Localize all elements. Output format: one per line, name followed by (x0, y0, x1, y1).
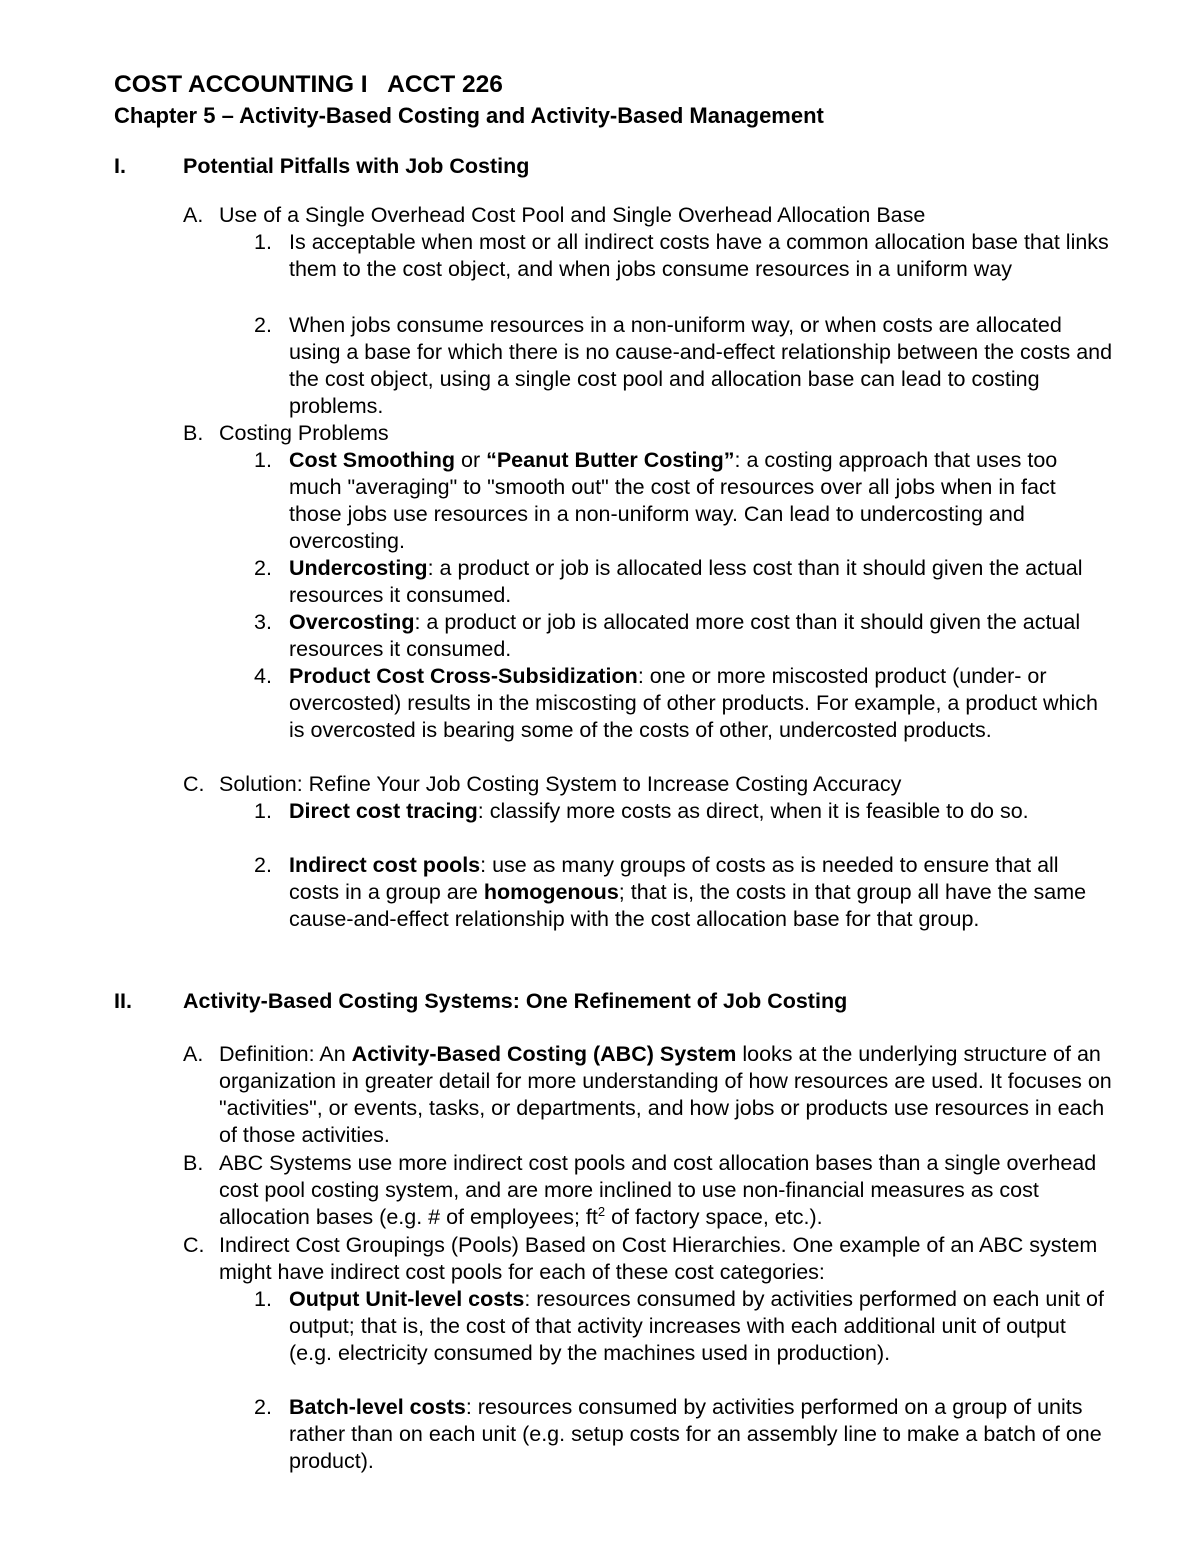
section-2-number: II. (114, 989, 132, 1013)
outline-marker: B. (183, 1151, 204, 1175)
outline-item-1c2 (254, 852, 1114, 933)
section-1-number: I. (114, 154, 126, 178)
outline-text (289, 609, 1114, 663)
outline-item-2c2 (254, 1394, 1114, 1475)
term-bold: homogenous (483, 880, 619, 904)
term-definition: : a costing approach that uses too much "averaging" to "smooth out" the cost of resources over all jobs when in fact those jobs use resources in a non-uniform way. Can lead to undercosting and overcosting. (289, 448, 1058, 553)
term-bold: Product Cost Cross-Subsidization (289, 664, 638, 688)
superscript: 2 (597, 1203, 606, 1219)
outline-marker: 4. (254, 664, 272, 688)
outline-item-2c1 (254, 1286, 1114, 1367)
definition-lead: Definition: An (219, 1042, 352, 1066)
term-definition: : one or more miscosted product (under- or overcosted) results in the miscosting of other products. For example, a product which is overcosted is bearing some of the costs of other, undercosted products. (289, 664, 1099, 742)
term-bold: Undercosting (289, 556, 428, 580)
outline-item-1b3 (254, 609, 1114, 663)
term-bold: Overcosting (289, 610, 415, 634)
outline-item-2b (183, 1150, 1113, 1231)
outline-text: When jobs consume resources in a non-uniform way, or when costs are allocated using a base for which there is no cause-and-effect relationship between the costs and the cost object, using a single cost pool and allocation base can lead to costing problems. (289, 313, 1113, 418)
outline-text: Solution: Refine Your Job Costing System to Increase Costing Accuracy (219, 772, 902, 796)
outline-item-1c1 (254, 798, 1114, 825)
term-definition: : classify more costs as direct, when it is feasible to do so. (477, 799, 1029, 823)
outline-item-1c (183, 771, 1113, 798)
course-title: COST ACCOUNTING I ACCT 226 (114, 71, 503, 98)
section-1-title: Potential Pitfalls with Job Costing (183, 154, 530, 178)
outline-item-1b4 (254, 663, 1114, 744)
outline-text (289, 555, 1114, 609)
term-definition-cont: ; that is, the costs in that group all have the same cause-and-effect relationship with the cost allocation base for that group. (289, 880, 1087, 931)
outline-text (289, 852, 1114, 933)
outline-marker: A. (183, 1042, 204, 1066)
outline-text (289, 798, 1114, 825)
outline-item-1a1 (254, 229, 1114, 283)
outline-marker: 2. (254, 313, 272, 337)
outline-text (289, 663, 1114, 744)
outline-text (289, 1394, 1114, 1475)
term-definition: : a product or job is allocated less cost than it should given the actual resources it consumed. (289, 556, 1083, 607)
chapter-title: Chapter 5 – Activity-Based Costing and Activity-Based Management (114, 103, 824, 128)
term-definition: : resources consumed by activities performed on each unit of output; that is, the cost of that activity increases with each additional unit of output (e.g. electricity consumed by the machines used in production). (289, 1287, 1104, 1365)
term-bold: Batch-level costs (289, 1395, 466, 1419)
outline-marker: 2. (254, 853, 272, 877)
outline-marker: B. (183, 421, 204, 445)
outline-marker: 1. (254, 230, 272, 254)
term-definition: : resources consumed by activities performed on a group of units rather than on each unit (e.g. setup costs for an assembly line to make a batch of one product). (289, 1395, 1102, 1473)
outline-marker: A. (183, 203, 204, 227)
outline-item-1a2 (254, 312, 1114, 420)
body-text-cont: of factory space, etc.). (605, 1205, 823, 1229)
outline-marker: C. (183, 772, 205, 796)
section-2-title: Activity-Based Costing Systems: One Refinement of Job Costing (183, 989, 848, 1013)
outline-item-2c (183, 1232, 1113, 1286)
term-bold: Activity-Based Costing (ABC) System (351, 1042, 737, 1066)
term-definition: looks at the underlying structure of an organization in greater detail for more understanding of how resources are used. It focuses on "activities", or events, tasks, or departments, and how jobs or products use resources in each of those activities. (219, 1042, 1112, 1147)
outline-marker: 3. (254, 610, 272, 634)
outline-text (289, 447, 1114, 555)
outline-item-2a (183, 1041, 1113, 1149)
term-bold: Direct cost tracing (289, 799, 478, 823)
outline-text (219, 1150, 1113, 1231)
term-bold: Output Unit-level costs (289, 1287, 525, 1311)
outline-item-1b2 (254, 555, 1114, 609)
outline-text: Is acceptable when most or all indirect costs have a common allocation base that links them to the cost object, and when jobs consume resources in a uniform way (289, 230, 1109, 281)
term-bold: “Peanut Butter Costing” (486, 448, 735, 472)
term-connector: or (455, 448, 487, 472)
outline-marker: 2. (254, 556, 272, 580)
body-text: ABC Systems use more indirect cost pools and cost allocation bases than a single overhead cost pool costing system, and are more inclined to use non-financial measures as cost allocation bases (e.g. # of employees; ft (219, 1151, 1097, 1229)
outline-marker: 1. (254, 448, 272, 472)
outline-text: Costing Problems (219, 421, 389, 445)
outline-item-1b1 (254, 447, 1114, 555)
outline-marker: 1. (254, 799, 272, 823)
outline-text: Use of a Single Overhead Cost Pool and Single Overhead Allocation Base (219, 203, 926, 227)
outline-text: Indirect Cost Groupings (Pools) Based on Cost Hierarchies. One example of an ABC system might have indirect cost pools for each of these cost categories: (219, 1233, 1098, 1284)
term-bold: Indirect cost pools (289, 853, 481, 877)
outline-marker: 1. (254, 1287, 272, 1311)
outline-item-1b (183, 420, 1113, 447)
term-definition: : use as many groups of costs as is needed to ensure that all costs in a group are (289, 853, 1059, 904)
outline-marker: 2. (254, 1395, 272, 1419)
term-definition: : a product or job is allocated more cost than it should given the actual resources it consumed. (289, 610, 1081, 661)
outline-item-1a (183, 202, 1113, 229)
term-bold: Cost Smoothing (289, 448, 456, 472)
outline-text (219, 1041, 1113, 1149)
outline-text (289, 1286, 1114, 1367)
outline-marker: C. (183, 1233, 205, 1257)
